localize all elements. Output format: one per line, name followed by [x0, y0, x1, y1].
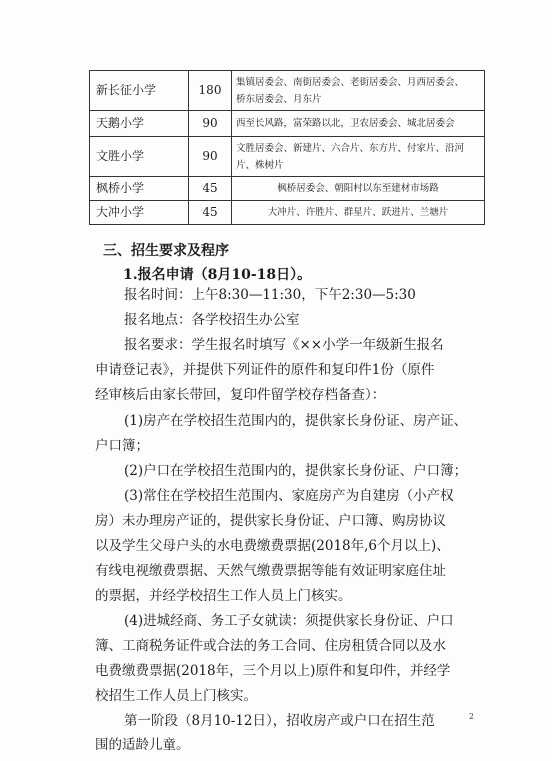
body-line: 围的适龄儿童。: [95, 737, 190, 753]
body-line: 房）未办理房产证的，提供家长身份证、户口簿、购房协议: [95, 513, 446, 529]
body-line: (4)进城经商、务工子女就读：须提供家长身份证、户口: [124, 613, 454, 629]
body-line: 申请登记表》，并提供下列证件的原件和复印件1份（原件: [95, 362, 435, 378]
body-line: 簿、工商税务证件或合法的务工合同、住房租赁合同以及水: [95, 638, 446, 654]
subsection-title: 1.报名申请（8月10-18日）。: [123, 267, 312, 283]
body-line: 电费缴费票据(2018年，三个月以上)原件和复印件，并经学: [95, 663, 451, 679]
area-line: 桥东居委会、月东片: [236, 93, 322, 105]
catchment-area: [232, 71, 485, 111]
enrollment-capacity: 90: [189, 111, 232, 137]
area-line: 片、株树片: [236, 159, 284, 171]
enrollment-capacity: 90: [189, 137, 232, 177]
school-name: 大冲小学: [90, 201, 189, 225]
body-line: 的票据，并经学校招生工作人员上门核实。: [95, 588, 352, 604]
table-row: [90, 137, 485, 177]
area-line: 文胜居委会、新建片、六合片、东方片、付家片、沿河: [236, 142, 465, 154]
catchment-area: [232, 137, 485, 177]
area-line: 集镇居委会、南街居委会、老街居委会、月西居委会、: [236, 76, 465, 88]
enrollment-capacity: 45: [189, 201, 232, 225]
body-line: 报名时间：上午8:30—11:30，下午2:30—5:30: [124, 287, 416, 303]
body-line: (1)房产在学校招生范围内的，提供家长身份证、房产证、: [124, 413, 468, 429]
area-line: 大冲片、许胜片、群星片、跃进片、兰塘片: [267, 207, 449, 218]
area-line: 枫桥居委会、朝阳村以东至建材市场路: [277, 183, 439, 194]
section-title: 三、招生要求及程序: [103, 243, 229, 259]
page-number: 2: [468, 712, 474, 721]
table-row: [90, 111, 485, 137]
body-line: 报名要求：学生报名时填写《××小学一年级新生报名: [124, 337, 444, 353]
school-name: 文胜小学: [90, 137, 189, 177]
body-line: 户口簿；: [95, 438, 149, 454]
table-row: [90, 201, 485, 225]
body-line: 第一阶段（8月10-12日），招收房产或户口在招生范: [124, 713, 435, 729]
body-line: 经审核后由家长带回，复印件留学校存档备查）：: [95, 387, 386, 403]
table-row: [90, 177, 485, 201]
body-line: 报名地点：各学校招生办公室: [124, 312, 300, 328]
body-line: 以及学生父母户头的水电费缴费票据(2018年,6个月以上)、: [95, 538, 450, 554]
school-name: 新长征小学: [90, 71, 189, 111]
school-name: 枫桥小学: [90, 177, 189, 201]
catchment-area: [232, 111, 485, 137]
catchment-area: [232, 177, 485, 201]
enrollment-capacity: 45: [189, 177, 232, 201]
area-line: 西至长风路，富荣路以北，卫农居委会、城北居委会: [236, 118, 455, 129]
body-line: (2)户口在学校招生范围内的，提供家长身份证、户口簿；: [124, 463, 468, 479]
enrollment-capacity: 180: [189, 71, 232, 111]
catchment-area: [232, 201, 485, 225]
enrollment-zone-table: [89, 70, 485, 225]
table-row: [90, 71, 485, 111]
body-line: 有线电视缴费票据、天然气缴费票据等能有效证明家庭住址: [95, 563, 446, 579]
body-line: 校招生工作人员上门核实。: [95, 688, 257, 704]
school-name: 天鹅小学: [90, 111, 189, 137]
body-line: (3)常住在学校招生范围内、家庭房产为自建房（小产权: [124, 488, 454, 504]
